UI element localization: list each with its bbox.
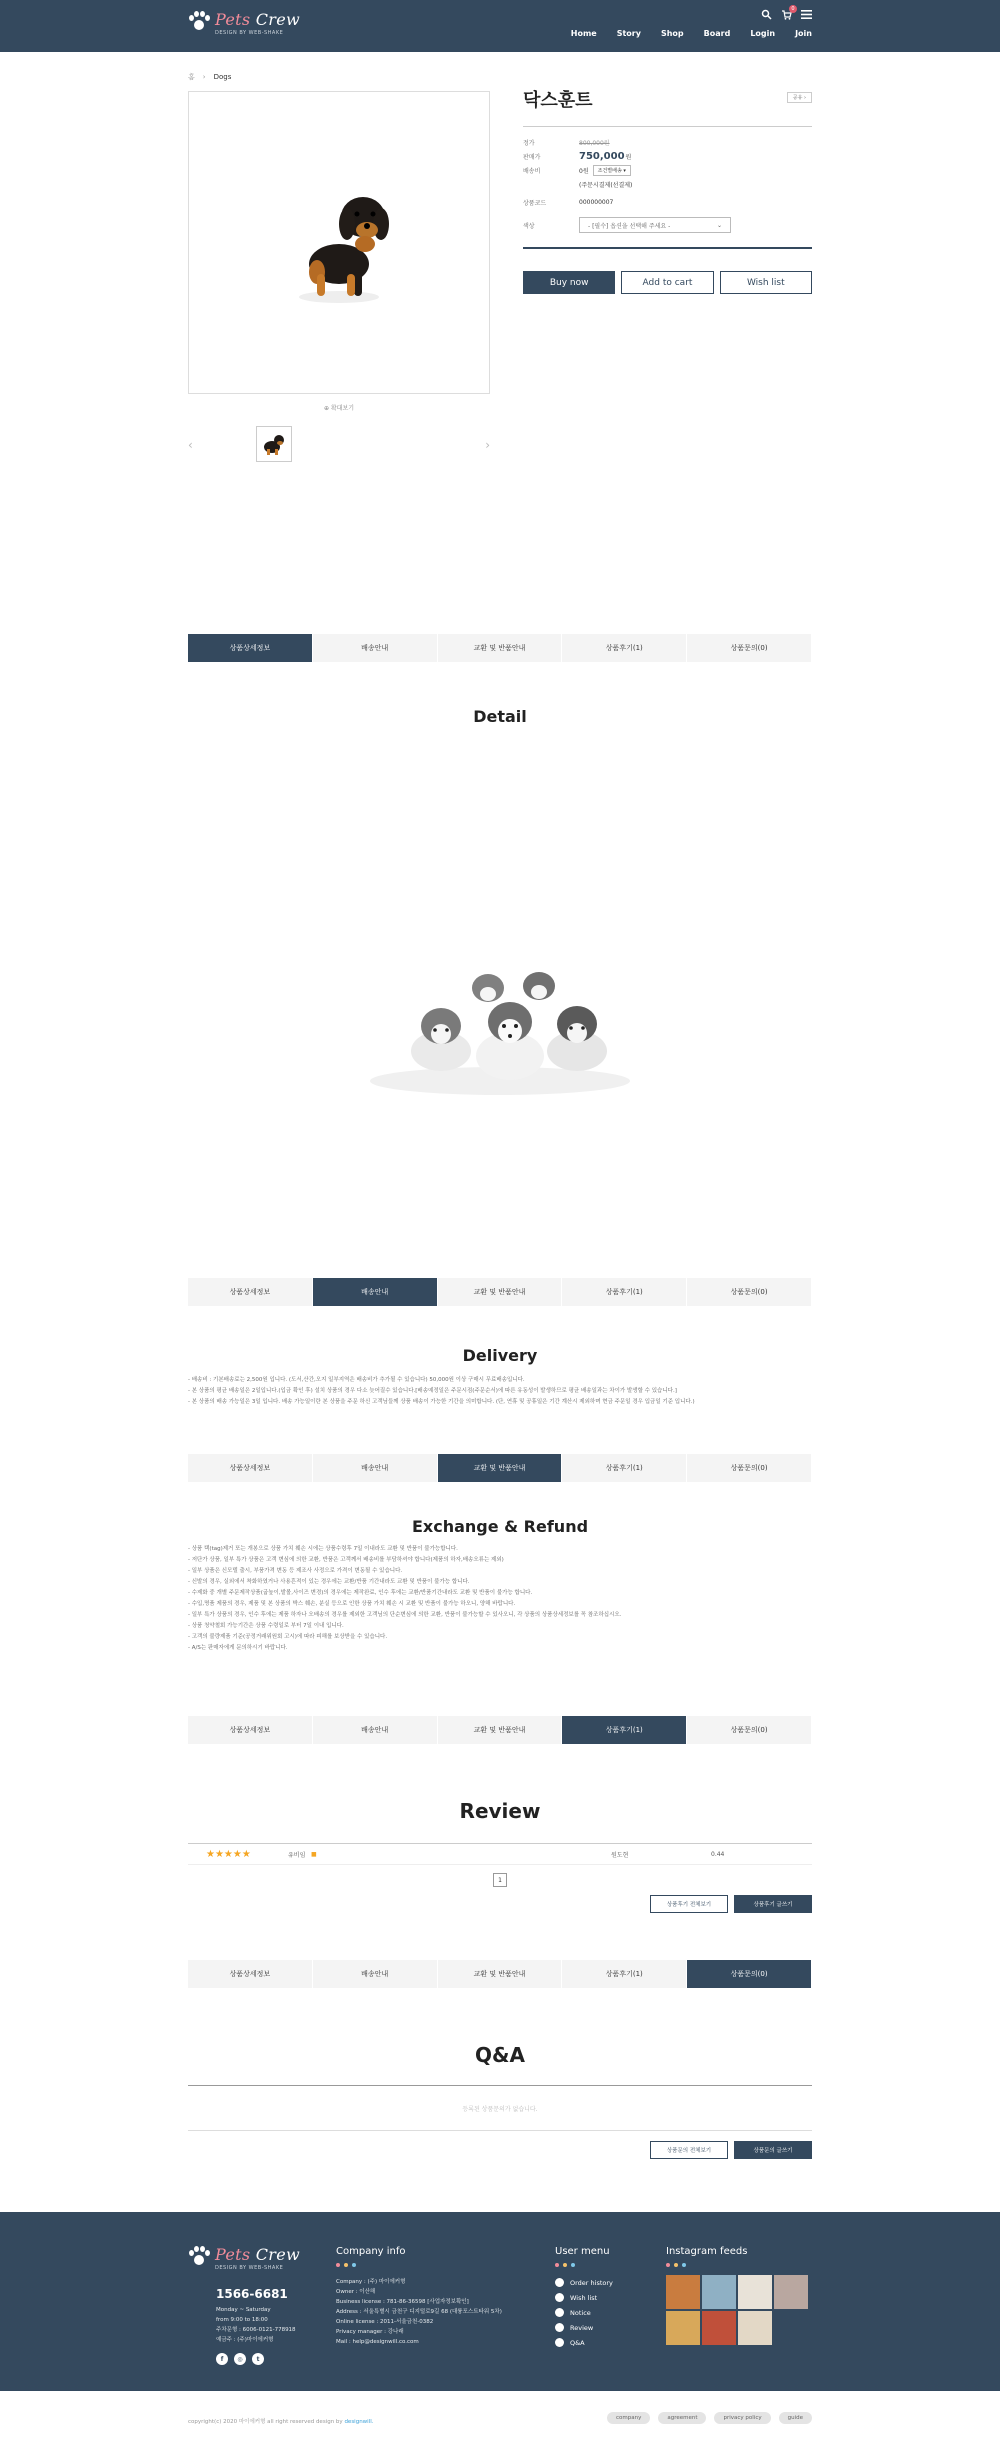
tab-detail[interactable]: 상품상세정보 bbox=[188, 1278, 313, 1306]
chevron-down-icon: ⌄ bbox=[716, 221, 722, 229]
shipping-note: (주문시결제(선결제) bbox=[579, 181, 633, 189]
tab-delivery[interactable]: 배송안내 bbox=[313, 634, 438, 662]
tab-detail[interactable]: 상품상세정보 bbox=[188, 1960, 313, 1988]
main-nav bbox=[571, 29, 812, 38]
footer-link-guide[interactable]: guide bbox=[779, 2412, 812, 2424]
tab-exchange[interactable]: 교환 및 반품안내 bbox=[438, 634, 563, 662]
tab-detail[interactable]: 상품상세정보 bbox=[188, 1716, 313, 1744]
footer-bottom bbox=[188, 2391, 812, 2454]
instagram-photo[interactable] bbox=[702, 2311, 736, 2345]
exchange-note: - 수입,명품 제품의 경우, 제품 및 본 상품의 박스 훼손, 분실 등으로 인한 상품 가치 훼손 시 교환 및 반품이 불가능 하오니, 양해 바랍니다. bbox=[188, 1601, 516, 1607]
detail-image bbox=[188, 726, 812, 1278]
buy-now-button[interactable]: Buy now bbox=[523, 271, 615, 294]
nav-home[interactable]: Home bbox=[570, 29, 597, 38]
exchange-notes bbox=[188, 1544, 812, 1716]
tab-detail[interactable]: 상품상세정보 bbox=[188, 1454, 313, 1482]
company-line: Company : (주) 마이에커형 bbox=[336, 2279, 406, 2285]
exchange-note: - 수제화 중 개별 주문제작상품(굽높이,발볼,사이즈 변경)의 경우에는 제작완료, 인수 후에는 교환/반품기간내라도 교환 및 반품이 불가능 합니다. bbox=[188, 1590, 533, 1596]
thumb-next-icon[interactable]: › bbox=[485, 438, 490, 452]
bullet-icon bbox=[555, 2278, 564, 2287]
menu-wish-list[interactable]: Wish list bbox=[555, 2290, 613, 2305]
company-info-title: Company info bbox=[336, 2246, 406, 2257]
cart-count-badge: 0 bbox=[789, 5, 797, 13]
delivery-note: - 본 상품의 배송 가능일은 3일 입니다. 배송 가능일이란 본 상품을 주문 하신 고객님들께 상품 배송이 가능한 기간을 의미합니다. (단, 연휴 및 공휴일은 기간 계산시 제외하며 현금 주문일 경우 입금일 기준 입니다.) bbox=[188, 1399, 695, 1405]
site-header bbox=[0, 0, 1000, 52]
review-tabs bbox=[188, 1716, 812, 1744]
product-code: 000000007 bbox=[579, 198, 614, 206]
tab-qa[interactable]: 상품문의(0) bbox=[687, 1278, 812, 1306]
hours-line: from 9:00 to 18:00 bbox=[216, 2317, 268, 2323]
menu-review[interactable]: Review bbox=[555, 2320, 613, 2335]
accent-dots bbox=[336, 2263, 502, 2267]
qa-tabs bbox=[188, 1960, 812, 1988]
delivery-tabs bbox=[188, 1278, 812, 1306]
tab-delivery[interactable]: 배송안내 bbox=[313, 1960, 438, 1988]
tab-qa[interactable]: 상품문의(0) bbox=[687, 634, 812, 662]
list-price: 800,000원 bbox=[579, 139, 610, 147]
exchange-note: - 일부 특가 상품의 경우, 인수 후에는 제품 하자나 오배송의 경우를 제외한 고객님의 단순변심에 의한 교환, 반품이 불가능할 수 있사오니, 각 상품의 상품상세정보를 꼭 참조하십시오. bbox=[188, 1612, 622, 1618]
thumbnail-item[interactable] bbox=[256, 426, 292, 462]
footer-logo[interactable]: Pets Crew DESIGN BY WEB-SHAKE bbox=[188, 2246, 300, 2271]
logo-text: Pets Crew bbox=[215, 10, 301, 29]
company-line: Owner : 이산해 bbox=[336, 2289, 376, 2295]
company-line: Mail : help@designwill.co.com bbox=[336, 2339, 419, 2345]
hours-line: 주차문형 : 6006-0121-778918 bbox=[216, 2327, 296, 2333]
accent-dots bbox=[555, 2263, 613, 2267]
nav-story[interactable]: Story bbox=[616, 29, 641, 38]
facebook-icon[interactable]: f bbox=[216, 2353, 228, 2365]
site-footer bbox=[0, 2212, 1000, 2391]
cart-icon[interactable] bbox=[781, 6, 795, 20]
qa-write-button[interactable]: 상품문의 글쓰기 bbox=[734, 2141, 812, 2159]
code-label: 상품코드 bbox=[523, 199, 547, 207]
company-line: Online license : 2011-서울금천-0382 bbox=[336, 2319, 434, 2325]
accent-dots bbox=[666, 2263, 808, 2267]
review-write-button[interactable]: 상품후기 글쓰기 bbox=[734, 1895, 812, 1913]
logo[interactable] bbox=[188, 11, 300, 36]
tab-review[interactable]: 상품후기(1) bbox=[562, 1960, 687, 1988]
review-writer: 원도현 bbox=[611, 1851, 629, 1859]
breadcrumb-home[interactable]: 홈 bbox=[188, 72, 195, 81]
menu-notice[interactable]: Notice bbox=[555, 2305, 613, 2320]
paw-logo-icon bbox=[188, 2246, 210, 2268]
exchange-note: - 고객의 불량제품 기준(공정거래위원회 고시)에 따라 피해를 보상받을 수 있습니다. bbox=[188, 1634, 388, 1640]
instagram-photo[interactable] bbox=[666, 2275, 700, 2309]
option-divider bbox=[523, 247, 812, 249]
tab-review[interactable]: 상품후기(1) bbox=[562, 1278, 687, 1306]
designer-link[interactable]: designwill. bbox=[344, 2419, 374, 2425]
breadcrumb-separator: › bbox=[202, 72, 206, 81]
exchange-note: - 상품 택(tag)제거 또는 개봉으로 상품 가치 훼손 시에는 상품수령후 7일 이내라도 교환 및 반품이 불가능합니다. bbox=[188, 1546, 458, 1552]
pagination-page[interactable]: 1 bbox=[493, 1873, 507, 1887]
hours-line: 예금주 : (주)마이에커형 bbox=[216, 2337, 274, 2343]
instagram-photo[interactable] bbox=[774, 2275, 808, 2309]
zoom-button[interactable]: ⊕ 확대보기 bbox=[323, 405, 355, 412]
thumbnail-strip bbox=[188, 426, 490, 462]
tab-delivery[interactable]: 배송안내 bbox=[313, 1454, 438, 1482]
menu-order-history[interactable]: Order history bbox=[555, 2275, 613, 2290]
company-line: Business license : 781-86-36598 [사업자정보확인] bbox=[336, 2299, 469, 2305]
instagram-icon[interactable]: ◎ bbox=[234, 2353, 246, 2365]
divider bbox=[523, 126, 812, 127]
hours-line: Monday ~ Saturday bbox=[216, 2307, 271, 2313]
detail-tabs bbox=[188, 634, 812, 662]
tab-qa[interactable]: 상품문의(0) bbox=[687, 1960, 812, 1988]
exchange-tabs bbox=[188, 1454, 812, 1482]
instagram-title: Instagram feeds bbox=[666, 2246, 748, 2257]
tab-detail[interactable]: 상품상세정보 bbox=[188, 634, 313, 662]
twitter-icon[interactable]: t bbox=[252, 2353, 264, 2365]
sale-unit: 원 bbox=[625, 153, 632, 161]
product-name: 닥스훈트 bbox=[523, 90, 593, 111]
footer-link-privacy[interactable]: privacy policy bbox=[714, 2412, 770, 2424]
nav-join[interactable]: Join bbox=[795, 29, 812, 38]
review-author: 유비임 bbox=[288, 1851, 306, 1859]
tab-delivery[interactable]: 배송안내 bbox=[313, 1716, 438, 1744]
wish-list-button[interactable]: Wish list bbox=[720, 271, 812, 294]
paw-logo-icon bbox=[188, 11, 210, 33]
instagram-photo[interactable] bbox=[738, 2311, 772, 2345]
instagram-photo[interactable] bbox=[666, 2311, 700, 2345]
company-line: Address : 서울특별시 금천구 디지털로9길 68 (대륭포스트타워 5차) bbox=[336, 2309, 502, 2315]
tab-exchange[interactable]: 교환 및 반품안내 bbox=[438, 1454, 563, 1482]
product-section bbox=[188, 86, 812, 452]
shipping-value: 0원 bbox=[579, 167, 589, 175]
tab-exchange[interactable]: 교환 및 반품안내 bbox=[438, 1960, 563, 1988]
bullet-icon bbox=[555, 2308, 564, 2317]
review-all-button[interactable]: 상품후기 전체보기 bbox=[650, 1895, 728, 1913]
exchange-note: - 저단가 상품, 일부 특가 상품은 고객 변심에 의한 교환, 반품은 고객께서 배송비를 부담하셔야 합니다(제품의 하자,배송오류는 제외) bbox=[188, 1557, 504, 1563]
share-button[interactable]: 공유 › bbox=[787, 92, 812, 103]
exchange-title: Exchange & Refund bbox=[411, 1517, 589, 1536]
menu-grid-icon[interactable] bbox=[801, 9, 812, 20]
sale-price: 750,000 bbox=[579, 150, 625, 162]
rating-stars: ★★★★★ bbox=[206, 1848, 251, 1860]
delivery-title: Delivery bbox=[462, 1346, 538, 1365]
exchange-note: - 일부 상품은 신모델 출시, 부품가격 변동 등 제조사 사정으로 가격이 변동될 수 있습니다. bbox=[188, 1568, 403, 1574]
review-title: Review bbox=[459, 1799, 541, 1823]
detail-title: Detail bbox=[473, 707, 527, 726]
tab-delivery[interactable]: 배송안내 bbox=[313, 1278, 438, 1306]
price-label: 정가 bbox=[523, 139, 535, 147]
exchange-note: - 신발의 경우, 실외에서 착화하였거나 사용흔적이 있는 경우에는 교환/반품 기간내라도 교환 및 반품이 불가능 합니다. bbox=[188, 1579, 470, 1585]
tab-review[interactable]: 상품후기(1) bbox=[562, 634, 687, 662]
exchange-note: - 상품 청약철회 가능기간은 상품 수령일로 부터 7일 이내 입니다. bbox=[188, 1623, 344, 1629]
shipping-label: 배송비 bbox=[523, 167, 541, 175]
company-line: Privacy manager : 강나래 bbox=[336, 2329, 404, 2335]
copyright: copyright(c) 2020 마이에커형 all right reserved design by designwill. bbox=[188, 2419, 374, 2425]
bullet-icon bbox=[555, 2323, 564, 2332]
footer-link-agreement[interactable]: agreement bbox=[658, 2412, 706, 2424]
tab-exchange[interactable]: 교환 및 반품안내 bbox=[438, 1278, 563, 1306]
shipping-option-select[interactable]: 조건별배송 ▾ bbox=[593, 165, 631, 176]
sale-label: 판매가 bbox=[523, 153, 541, 161]
qa-all-button[interactable]: 상품문의 전체보기 bbox=[650, 2141, 728, 2159]
nav-shop[interactable]: Shop bbox=[660, 29, 684, 38]
tab-qa[interactable]: 상품문의(0) bbox=[687, 1716, 812, 1744]
qa-title: Q&A bbox=[475, 2043, 525, 2067]
breadcrumb-current[interactable]: Dogs bbox=[213, 72, 232, 81]
instagram-photo[interactable] bbox=[702, 2275, 736, 2309]
nav-board[interactable]: Board bbox=[703, 29, 731, 38]
footer-link-company[interactable]: company bbox=[607, 2412, 650, 2424]
tab-exchange[interactable]: 교환 및 반품안내 bbox=[438, 1716, 563, 1744]
breadcrumb bbox=[188, 52, 812, 86]
menu-qa[interactable]: Q&A bbox=[555, 2335, 613, 2350]
thumb-prev-icon[interactable]: ‹ bbox=[188, 438, 193, 452]
nav-login[interactable]: Login bbox=[750, 29, 776, 38]
bullet-icon bbox=[555, 2293, 564, 2302]
delivery-note: - 배송비 : 기본배송료는 2,500원 입니다. (도서,산간,오지 일부지역은 배송비가 추가될 수 있습니다) 50,000원 이상 구매시 무료배송입니다. bbox=[188, 1377, 525, 1383]
product-info bbox=[523, 86, 812, 294]
add-to-cart-button[interactable]: Add to cart bbox=[621, 271, 713, 294]
delivery-notes bbox=[188, 1375, 812, 1454]
exchange-note: - A/S는 판매자에게 문의하시기 바랍니다. bbox=[188, 1645, 288, 1651]
tab-qa[interactable]: 상품문의(0) bbox=[687, 1454, 812, 1482]
product-main-image[interactable] bbox=[188, 91, 490, 394]
tab-review[interactable]: 상품후기(1) bbox=[562, 1454, 687, 1482]
review-row[interactable] bbox=[188, 1843, 812, 1865]
user-menu-title: User menu bbox=[555, 2246, 610, 2257]
instagram-photo[interactable] bbox=[738, 2275, 772, 2309]
image-attached-icon: ■ bbox=[311, 1850, 317, 1858]
review-date: 0.44 bbox=[711, 1850, 725, 1858]
option-select[interactable]: - [필수] 옵션을 선택해 주세요 - ⌄ bbox=[579, 217, 731, 233]
search-icon[interactable] bbox=[761, 9, 772, 20]
bullet-icon bbox=[555, 2338, 564, 2347]
tab-review[interactable]: 상품후기(1) bbox=[562, 1716, 687, 1744]
option-label: 색상 bbox=[523, 222, 535, 230]
instagram-grid bbox=[666, 2275, 808, 2345]
qa-empty-message: 등록된 상품문의가 없습니다. bbox=[188, 2085, 812, 2131]
footer-phone: 1566-6681 bbox=[216, 2287, 288, 2301]
logo-tagline: DESIGN BY WEB-SHAKE bbox=[215, 30, 284, 36]
delivery-note: - 본 상품의 평균 배송일은 2일입니다.(입금 확인 후) 설치 상품의 경우 다소 늦어질수 있습니다.[배송예정일은 주문시점(주문순서)에 따른 유동성이 발생하므로 평균 배송일과는 차이가 발생할 수 있습니다.] bbox=[188, 1388, 677, 1394]
